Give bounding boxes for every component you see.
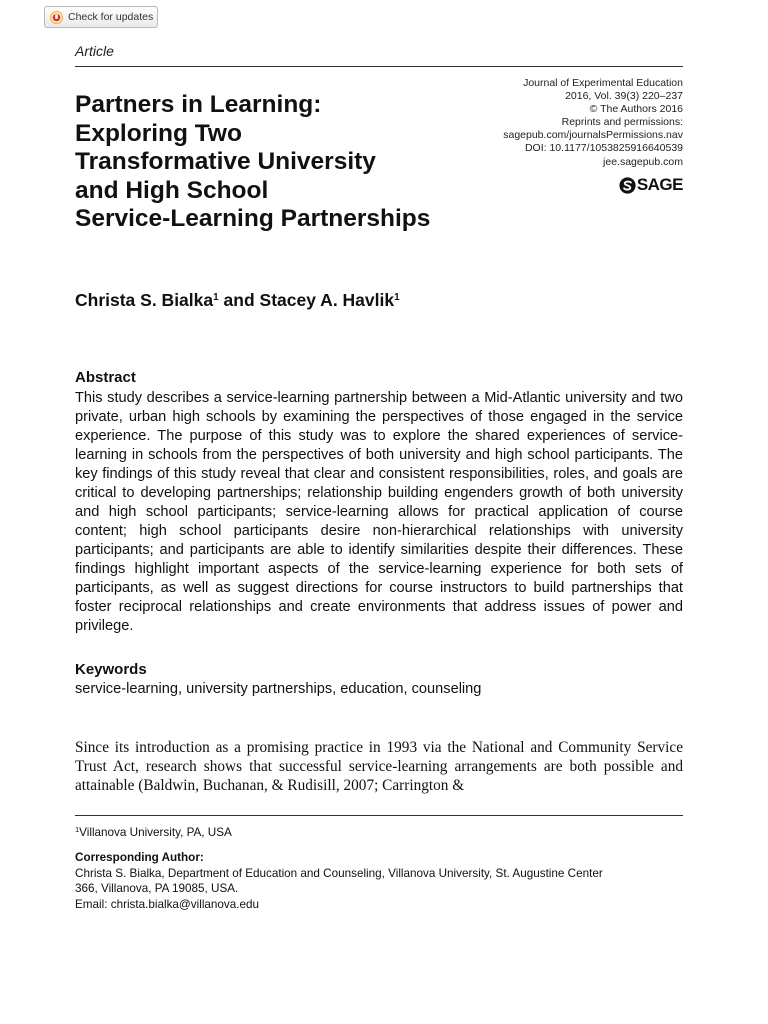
sage-logo-icon — [619, 177, 636, 194]
title-line: Transformative University — [75, 148, 376, 175]
corresponding-author-address: 366, Villanova, PA 19085, USA. — [75, 882, 239, 895]
author-list — [75, 290, 400, 311]
journal-copyright: © The Authors 2016 — [589, 103, 683, 116]
corresponding-author-email[interactable]: Email: christa.bialka@villanova.edu — [75, 897, 260, 911]
affiliation-mark: 1 — [213, 292, 219, 303]
sage-logo-text: SAGE — [636, 175, 683, 194]
journal-doi[interactable]: DOI: 10.1177/1053825916640539 — [524, 142, 683, 155]
corresponding-author-block — [75, 850, 683, 912]
author-name: Christa S. Bialka — [75, 290, 214, 310]
affiliation-mark: 1 — [394, 292, 400, 303]
abstract-heading: Abstract — [75, 369, 136, 386]
affiliation-footnote — [75, 825, 232, 839]
check-updates-icon — [50, 11, 63, 24]
journal-site-link[interactable]: jee.sagepub.com — [603, 155, 683, 168]
affiliation-footnote-mark: 1 — [75, 825, 80, 834]
keywords-heading: Keywords — [75, 661, 147, 678]
title-line: and High School — [75, 176, 269, 204]
author-joiner: and — [218, 290, 260, 310]
affiliation-text: Villanova University, PA, USA — [79, 826, 232, 839]
journal-permissions-link[interactable]: sagepub.com/journalsPermissions.nav — [503, 129, 683, 142]
check-for-updates-label: Check for updates — [68, 11, 154, 23]
body-paragraph: Since its introduction as a promising practice in 1993 via the National and Community Service Trust Act, research shows that successful service-learning arrangements are both possible and attainable (Baldwin, Buchanan, & Rudisill, 2007; Carrington & — [75, 739, 683, 794]
abstract-text: This study describes a service-learning partnership between a Mid-Atlantic university and two private, urban high schools by examining the perspectives of those engaged in the service experience. The purpose of this study was to explore the shared experiences of service-learning in schools from the perspectives of both university and high school participants. The key findings of this study reveal that clear and consistent responsibilities, roles, and goals are critical to developing partnerships; relationship building engenders growth of both university and high school participants; service-learning allows for practical application of course content; high school participants desire non-hierarchical relationships with university participants; and participants are able to identify similarities despite their differences. These findings highlight important aspects of the service-learning experience for both sets of participants, as well as suggest directions for course instructors to build partnerships that foster reciprocal relationships and create environments that address issues of power and privilege. — [75, 390, 683, 634]
footnote-rule — [75, 815, 683, 816]
title-line: Partners in Learning: — [75, 91, 322, 118]
corresponding-author-address: Christa S. Bialka, Department of Education and Counseling, Villanova University, St. Augustine Center — [75, 866, 603, 880]
journal-volume: 2016, Vol. 39(3) 220–237 — [565, 90, 683, 103]
journal-reprints: Reprints and permissions: — [561, 116, 683, 129]
article-title — [75, 91, 515, 234]
journal-metadata — [503, 77, 683, 169]
check-for-updates-button[interactable] — [44, 6, 158, 28]
sage-logo — [619, 175, 683, 195]
journal-name: Journal of Experimental Education — [523, 77, 683, 89]
article-type-label: Article — [75, 43, 114, 59]
keywords-text: service-learning, university partnerships, education, counseling — [75, 681, 482, 697]
author-name: Stacey A. Havlik — [259, 290, 395, 310]
corresponding-author-heading: Corresponding Author: — [75, 851, 204, 864]
header-rule — [75, 66, 683, 67]
title-line: Service-Learning Partnerships — [75, 205, 431, 232]
title-line: Exploring Two — [75, 119, 242, 147]
